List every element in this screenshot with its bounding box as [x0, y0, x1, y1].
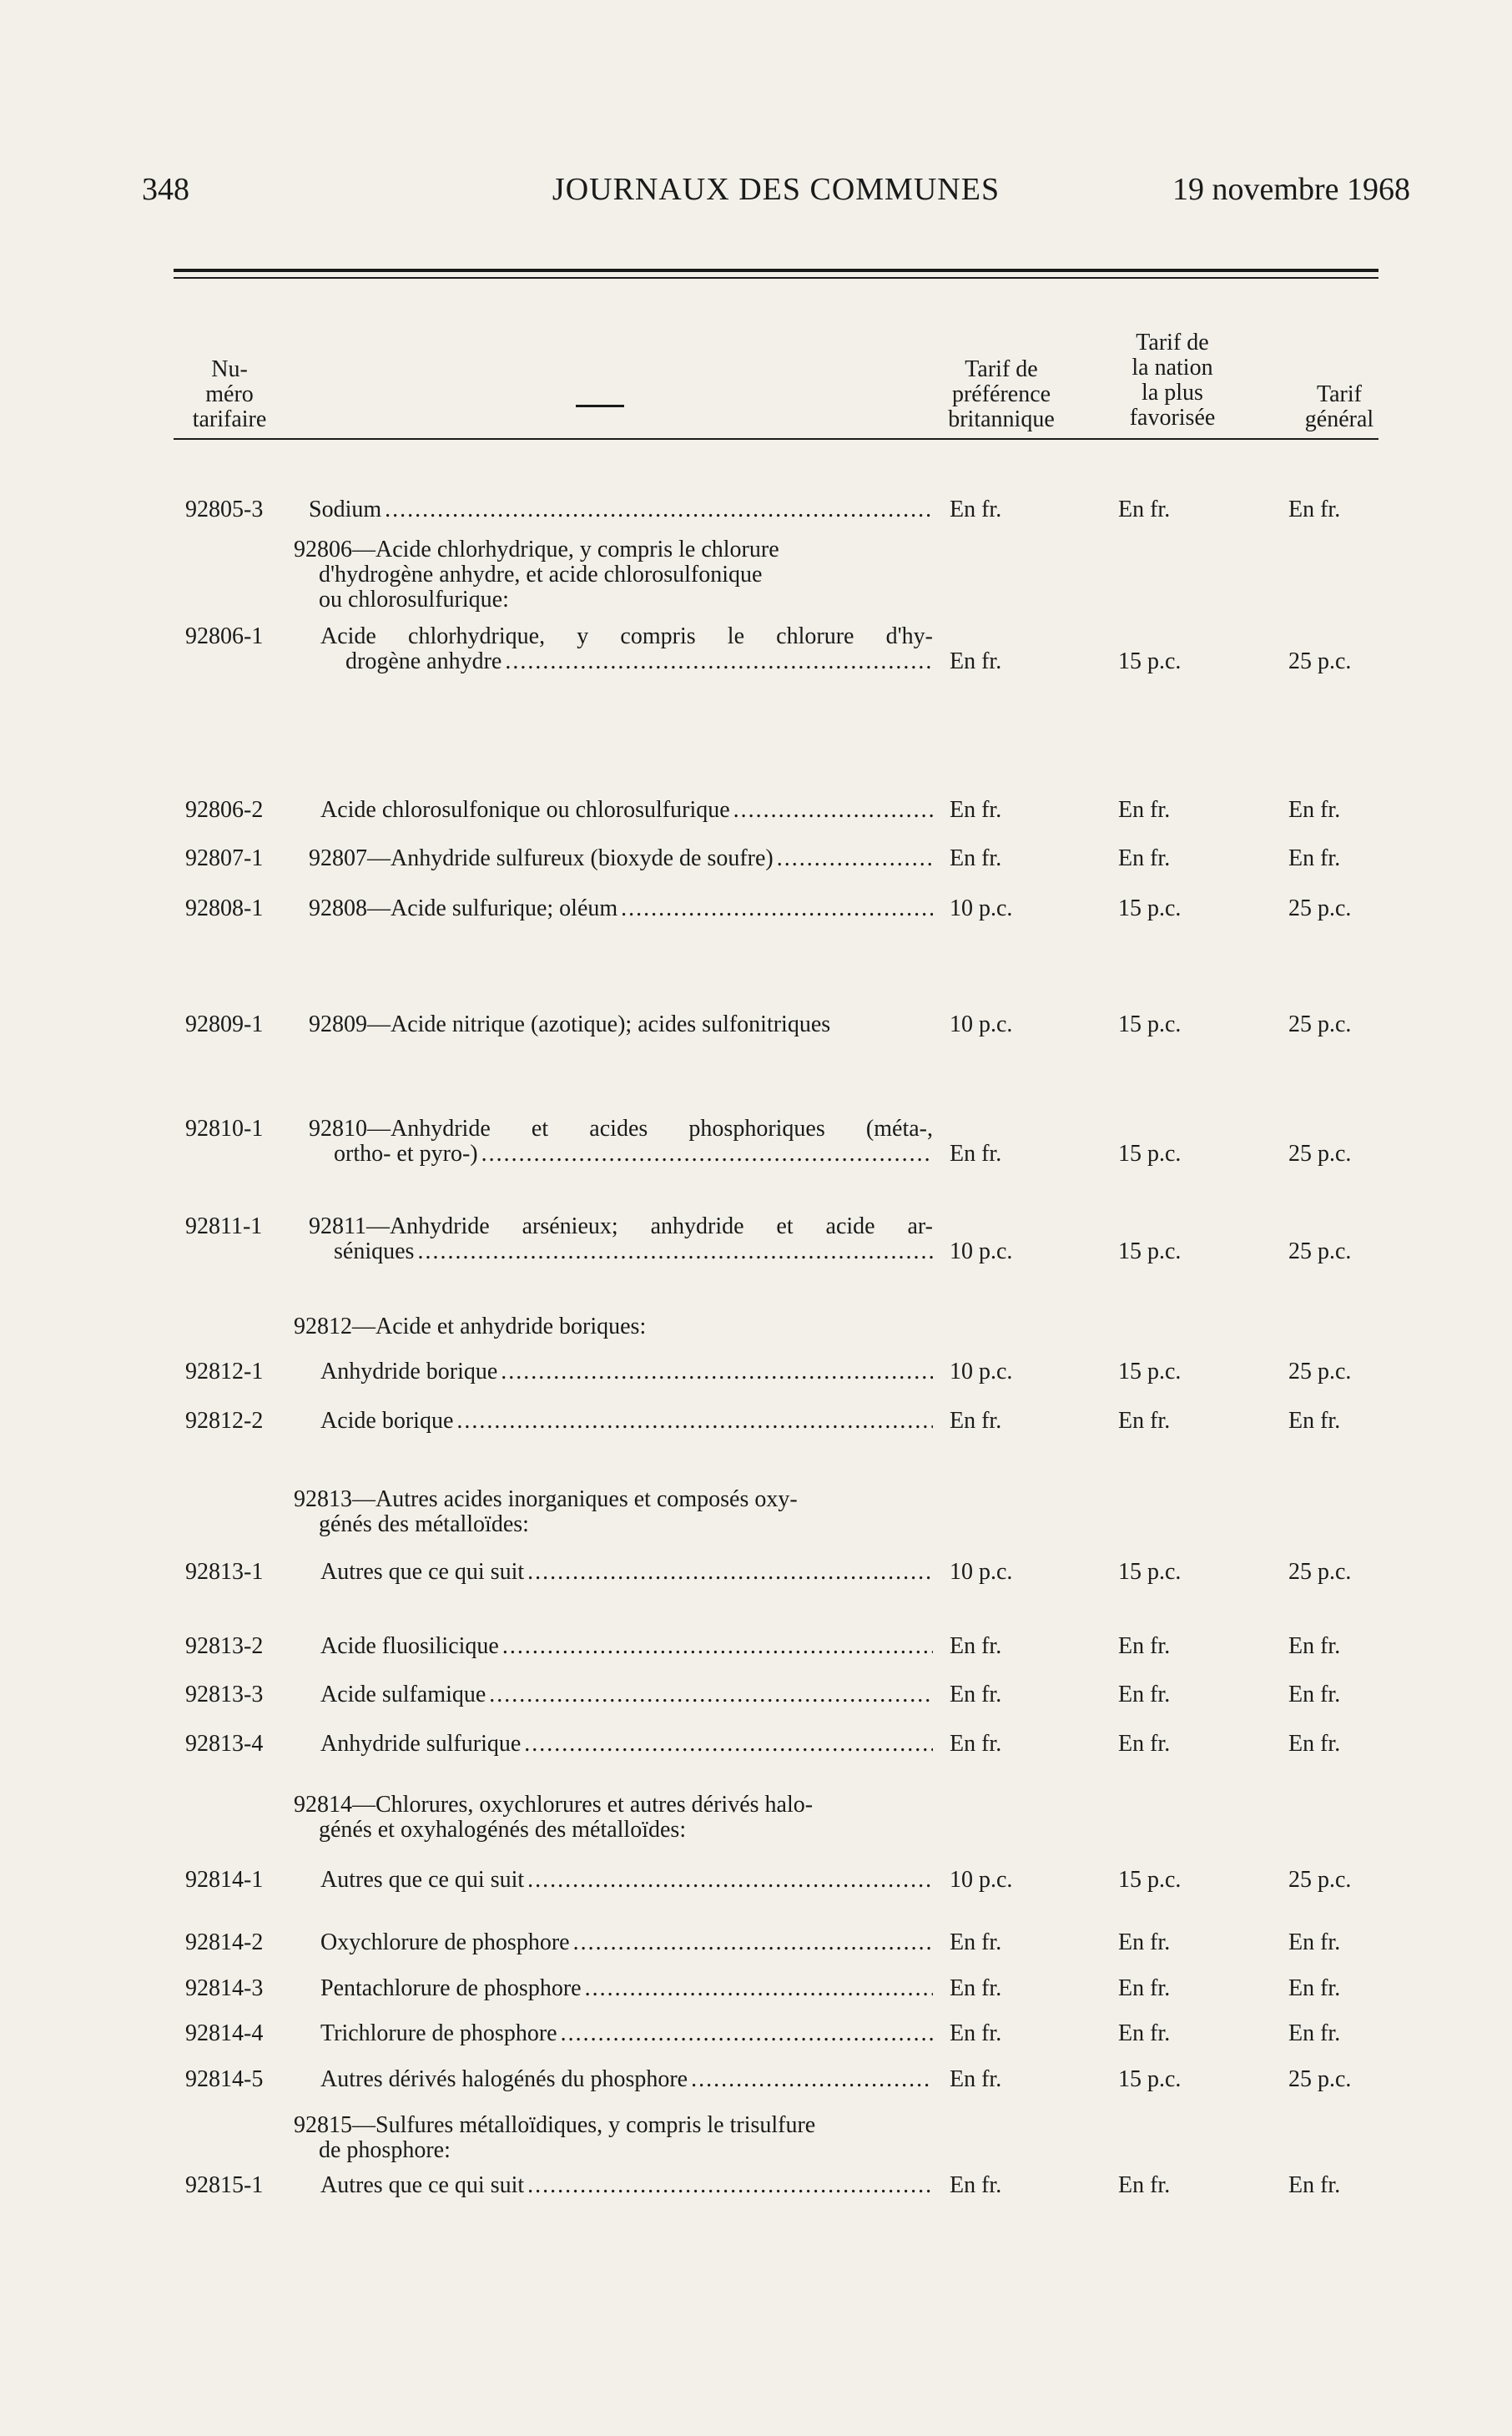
general-tariff-rate: En fr.	[1288, 497, 1341, 522]
group-heading	[294, 1314, 933, 1339]
tariff-number: 92810-1	[185, 1116, 264, 1142]
journal-title: JOURNAUX DES COMMUNES	[552, 172, 1000, 207]
item-description	[309, 846, 933, 871]
item-description	[320, 2173, 933, 2198]
most-favoured-nation-rate: En fr.	[1118, 2172, 1171, 2198]
dot-leader	[505, 649, 933, 674]
general-tariff-rate: 25 p.c.	[1288, 648, 1352, 674]
item-description-line: Anhydride sulfurique	[320, 1731, 522, 1757]
british-preference-rate: 10 p.c.	[950, 1559, 1013, 1585]
general-tariff-rate: 25 p.c.	[1288, 1559, 1352, 1585]
group-heading-line: de phosphore:	[319, 2137, 451, 2163]
group-heading-line: génés et oxyhalogénés des métalloïdes:	[319, 1817, 687, 1843]
item-description	[320, 2067, 933, 2092]
group-heading-line: génés des métalloïdes:	[319, 1511, 529, 1537]
item-description	[320, 1409, 933, 1434]
british-preference-rate: En fr.	[950, 2172, 1002, 2198]
dot-leader	[561, 2021, 933, 2046]
tariff-number: 92806-1	[185, 623, 264, 649]
most-favoured-nation-rate: En fr.	[1118, 845, 1171, 871]
general-tariff-rate: 25 p.c.	[1288, 1238, 1352, 1264]
item-description-line: Autres que ce qui suit	[320, 1867, 525, 1893]
british-preference-rate: En fr.	[950, 1408, 1002, 1434]
col-head-number: Nu- méro tarifaire	[192, 356, 267, 432]
tariff-number: 92813-4	[185, 1731, 264, 1757]
most-favoured-nation-rate: En fr.	[1118, 1682, 1171, 1707]
item-description-line: Acide chlorosulfonique ou chlorosulfurique	[320, 797, 730, 823]
group-heading-line: d'hydrogène anhydre, et acide chlorosulfonique	[319, 562, 763, 588]
item-description-line: Oxychlorure de phosphore	[320, 1929, 570, 1955]
col-head-general-tariff: Tarif général	[1304, 381, 1374, 432]
tariff-number: 92812-1	[185, 1359, 264, 1384]
most-favoured-nation-rate: En fr.	[1118, 1929, 1171, 1955]
item-description-line: Trichlorure de phosphore	[320, 2020, 557, 2046]
british-preference-rate: 10 p.c.	[950, 1867, 1013, 1893]
most-favoured-nation-rate: 15 p.c.	[1118, 1867, 1182, 1893]
dot-leader	[527, 1868, 933, 1893]
tariff-number: 92807-1	[185, 845, 264, 871]
tariff-number: 92814-5	[185, 2066, 264, 2092]
item-description-line: 92811—Anhydride arsénieux; anhydride et acide ar-	[309, 1213, 933, 1239]
group-heading-line: 92812—Acide et anhydride boriques:	[294, 1314, 647, 1339]
item-description-line: Autres que ce qui suit	[320, 1559, 525, 1585]
most-favoured-nation-rate: En fr.	[1118, 2020, 1171, 2046]
dot-leader	[777, 846, 933, 871]
british-preference-rate: En fr.	[950, 1633, 1002, 1659]
most-favoured-nation-rate: En fr.	[1118, 797, 1171, 823]
item-description-line: drogène anhydre	[345, 648, 502, 674]
item-description-line: 92808—Acide sulfurique; oléum	[309, 895, 618, 921]
general-tariff-rate: En fr.	[1288, 2020, 1341, 2046]
item-description-line: Acide borique	[320, 1408, 454, 1434]
item-description-line: 92810—Anhydride et acides phosphoriques (méta-,	[309, 1116, 933, 1142]
dot-leader	[733, 798, 933, 823]
british-preference-rate: En fr.	[950, 497, 1002, 522]
group-heading	[294, 1793, 933, 1843]
item-description-line: Autres dérivés halogénés du phosphore	[320, 2066, 688, 2092]
tariff-number: 92814-2	[185, 1929, 264, 1955]
dot-leader	[481, 1142, 933, 1167]
dot-leader	[585, 1976, 933, 2001]
item-description-line: Acide sulfamique	[320, 1682, 486, 1707]
col-head-british-preference: Tarif de préférence britannique	[948, 356, 1055, 432]
item-description	[320, 1976, 933, 2001]
general-tariff-rate: 25 p.c.	[1288, 1867, 1352, 1893]
group-heading-line: 92813—Autres acides inorganiques et composés oxy-	[294, 1486, 798, 1512]
general-tariff-rate: En fr.	[1288, 2172, 1341, 2198]
item-description	[309, 1012, 933, 1037]
most-favoured-nation-rate: En fr.	[1118, 497, 1171, 522]
item-description	[320, 1634, 933, 1659]
dot-leader	[573, 1930, 933, 1955]
british-preference-rate: 10 p.c.	[950, 1011, 1013, 1037]
item-description-line: 92809—Acide nitrique (azotique); acides sulfonitriques	[309, 1011, 831, 1037]
general-tariff-rate: En fr.	[1288, 1633, 1341, 1659]
general-tariff-rate: En fr.	[1288, 845, 1341, 871]
item-description	[320, 1682, 933, 1707]
tariff-number: 92815-1	[185, 2172, 264, 2198]
header-rule-bottom	[174, 277, 1378, 279]
most-favoured-nation-rate: 15 p.c.	[1118, 1011, 1182, 1037]
general-tariff-rate: En fr.	[1288, 797, 1341, 823]
british-preference-rate: En fr.	[950, 2020, 1002, 2046]
item-description	[309, 1117, 933, 1167]
general-tariff-rate: En fr.	[1288, 1929, 1341, 1955]
group-heading	[294, 2113, 933, 2163]
item-description	[309, 896, 933, 921]
most-favoured-nation-rate: 15 p.c.	[1118, 648, 1182, 674]
issue-date: 19 novembre 1968	[1172, 172, 1410, 207]
dot-leader	[621, 896, 933, 921]
general-tariff-rate: 25 p.c.	[1288, 1141, 1352, 1167]
item-description-line: Pentachlorure de phosphore	[320, 1975, 582, 2001]
british-preference-rate: En fr.	[950, 2066, 1002, 2092]
dot-leader	[502, 1634, 933, 1659]
tariff-number: 92806-2	[185, 797, 264, 823]
tariff-number: 92814-4	[185, 2020, 264, 2046]
british-preference-rate: 10 p.c.	[950, 1238, 1013, 1264]
tariff-number: 92814-3	[185, 1975, 264, 2001]
item-description	[320, 798, 933, 823]
general-tariff-rate: En fr.	[1288, 1975, 1341, 2001]
british-preference-rate: En fr.	[950, 845, 1002, 871]
most-favoured-nation-rate: En fr.	[1118, 1633, 1171, 1659]
tariff-number: 92808-1	[185, 895, 264, 921]
general-tariff-rate: En fr.	[1288, 1682, 1341, 1707]
british-preference-rate: En fr.	[950, 797, 1002, 823]
dot-leader	[417, 1239, 933, 1264]
group-heading	[294, 537, 933, 613]
dot-leader	[456, 1409, 933, 1434]
group-heading	[294, 1487, 933, 1537]
most-favoured-nation-rate: En fr.	[1118, 1408, 1171, 1434]
running-header	[142, 171, 1410, 213]
general-tariff-rate: 25 p.c.	[1288, 1011, 1352, 1037]
british-preference-rate: En fr.	[950, 1975, 1002, 2001]
item-description-line: Acide chlorhydrique, y compris le chlorure d'hy-	[320, 623, 933, 649]
most-favoured-nation-rate: 15 p.c.	[1118, 1559, 1182, 1585]
tariff-number: 92814-1	[185, 1867, 264, 1893]
group-heading-line: 92815—Sulfures métalloïdiques, y compris le trisulfure	[294, 2112, 816, 2138]
most-favoured-nation-rate: En fr.	[1118, 1975, 1171, 2001]
most-favoured-nation-rate: 15 p.c.	[1118, 1238, 1182, 1264]
item-description	[320, 624, 933, 674]
item-description	[309, 1214, 933, 1264]
most-favoured-nation-rate: 15 p.c.	[1118, 1359, 1182, 1384]
most-favoured-nation-rate: 15 p.c.	[1118, 1141, 1182, 1167]
tariff-number: 92813-1	[185, 1559, 264, 1585]
column-head-rule	[174, 438, 1378, 440]
col-head-most-favoured-nation: Tarif de la nation la plus favorisée	[1129, 330, 1216, 431]
tariff-number: 92811-1	[185, 1213, 263, 1239]
british-preference-rate: 10 p.c.	[950, 895, 1013, 921]
dot-leader	[385, 497, 933, 522]
british-preference-rate: En fr.	[950, 1929, 1002, 1955]
general-tariff-rate: En fr.	[1288, 1408, 1341, 1434]
item-description-line: Autres que ce qui suit	[320, 2172, 525, 2198]
group-heading-line: 92806—Acide chlorhydrique, y compris le chlorure	[294, 537, 779, 562]
dot-leader	[691, 2067, 933, 2092]
item-description	[320, 2021, 933, 2046]
dot-leader	[489, 1682, 933, 1707]
most-favoured-nation-rate: 15 p.c.	[1118, 2066, 1182, 2092]
item-description	[309, 497, 933, 522]
item-description	[320, 1868, 933, 1893]
group-heading-line: ou chlorosulfurique:	[319, 587, 509, 613]
british-preference-rate: En fr.	[950, 1141, 1002, 1167]
tariff-number: 92812-2	[185, 1408, 264, 1434]
col-head-description-dash	[576, 405, 624, 407]
item-description	[320, 1732, 933, 1757]
tariff-number: 92813-2	[185, 1633, 264, 1659]
british-preference-rate: 10 p.c.	[950, 1359, 1013, 1384]
item-description-line: ortho- et pyro-)	[334, 1141, 478, 1167]
header-rule-top	[174, 269, 1378, 272]
item-description	[320, 1560, 933, 1585]
dot-leader	[524, 1732, 933, 1757]
british-preference-rate: En fr.	[950, 1682, 1002, 1707]
item-description	[320, 1930, 933, 1955]
general-tariff-rate: 25 p.c.	[1288, 1359, 1352, 1384]
item-description-line: 92807—Anhydride sulfureux (bioxyde de soufre)	[309, 845, 774, 871]
item-description	[320, 1359, 933, 1384]
dot-leader	[527, 2173, 933, 2198]
british-preference-rate: En fr.	[950, 1731, 1002, 1757]
page-number: 348	[142, 172, 189, 207]
dot-leader	[527, 1560, 933, 1585]
item-description-line: Sodium	[309, 497, 382, 522]
most-favoured-nation-rate: 15 p.c.	[1118, 895, 1182, 921]
item-description-line: Anhydride borique	[320, 1359, 498, 1384]
dot-leader	[501, 1359, 933, 1384]
tariff-number: 92813-3	[185, 1682, 264, 1707]
british-preference-rate: En fr.	[950, 648, 1002, 674]
item-description-line: séniques	[334, 1238, 415, 1264]
tariff-number: 92809-1	[185, 1011, 264, 1037]
tariff-number: 92805-3	[185, 497, 264, 522]
group-heading-line: 92814—Chlorures, oxychlorures et autres dérivés halo-	[294, 1792, 814, 1818]
general-tariff-rate: 25 p.c.	[1288, 895, 1352, 921]
general-tariff-rate: En fr.	[1288, 1731, 1341, 1757]
most-favoured-nation-rate: En fr.	[1118, 1731, 1171, 1757]
general-tariff-rate: 25 p.c.	[1288, 2066, 1352, 2092]
item-description-line: Acide fluosilicique	[320, 1633, 499, 1659]
